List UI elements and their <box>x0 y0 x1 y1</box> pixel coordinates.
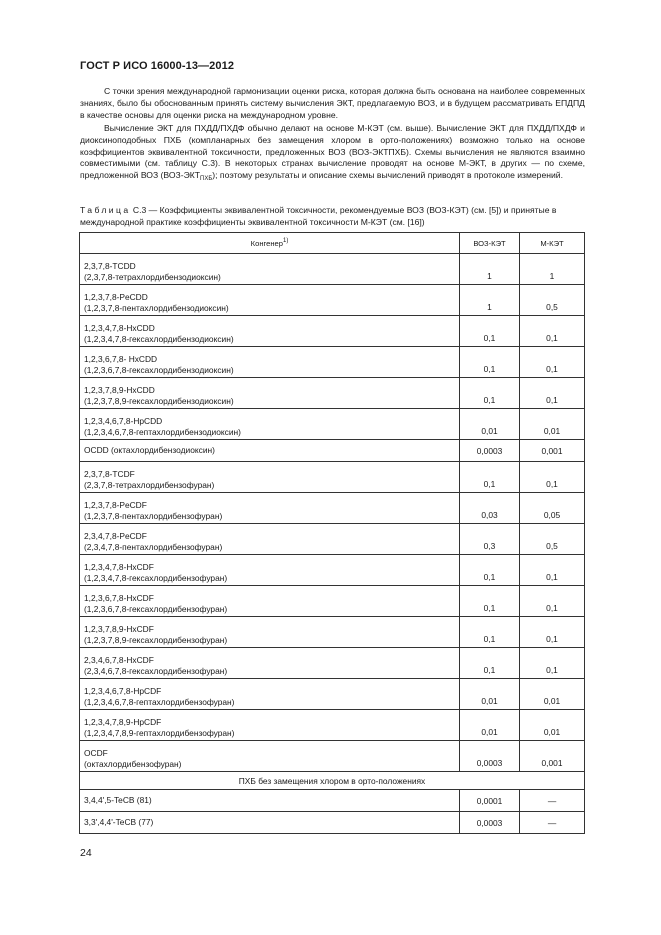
congener-cell <box>80 285 460 316</box>
congener-code: 2,3,4,6,7,8-HxCDF <box>84 655 154 665</box>
header-m-tef: М-КЭТ <box>520 233 585 254</box>
who-tef-value: 1 <box>460 254 520 285</box>
table-row <box>80 524 585 555</box>
table-row <box>80 741 585 772</box>
header-congener: Конгенер$^{1)}$ <box>80 233 460 254</box>
congener-chemical-name: (1,2,3,7,8,9-гексахлордибензофуран) <box>84 634 228 645</box>
who-tef-value: 0,0003 <box>460 440 520 462</box>
table-row <box>80 812 585 834</box>
paragraph-2 <box>80 123 585 182</box>
who-tef-value: 0,03 <box>460 493 520 524</box>
page-number: 24 <box>80 847 92 859</box>
table-row <box>80 347 585 378</box>
congener-code: 1,2,3,7,8,9-HxCDF <box>84 624 154 634</box>
who-tef-value: 0,01 <box>460 710 520 741</box>
m-tef-value: 0,1 <box>520 586 585 617</box>
congener-cell <box>80 378 460 409</box>
congener-code: 2,3,7,8-TCDD <box>84 261 136 271</box>
congener-chemical-name: (2,3,7,8-тетрахлордибензофуран) <box>84 479 215 490</box>
congener-chemical-name: (1,2,3,4,7,8-гексахлордибензофуран) <box>84 572 228 583</box>
congener-cell <box>80 347 460 378</box>
table-row <box>80 617 585 648</box>
congener-cell <box>80 316 460 347</box>
congener-chemical-name: (1,2,3,7,8,9-гексахлордибензодиоксин) <box>84 395 234 406</box>
congener-code: 1,2,3,7,8-PeCDD <box>84 292 148 302</box>
m-tef-value: 0,1 <box>520 462 585 493</box>
paragraph-1 <box>80 86 585 121</box>
paragraph-1-text: С точки зрения международной гармонизации оценки риска, которая должна быть основана на наиболее современных знаниях, было бы обоснованным принять систему вычисления ЭКТ, предлагаемую ВОЗ, и в будущем рассматривать ЕПДПД в качестве основы для оценки риска на международном уровне. <box>80 86 585 120</box>
tef-table <box>79 232 585 834</box>
section-title: ПХБ без замещения хлором в орто-положениях <box>80 772 585 790</box>
paragraph-2-end: ); поэтому результаты и описание схемы вычислений приводят в протоколе измерений. <box>212 170 563 181</box>
congener-cell <box>80 493 460 524</box>
congener-code: OCDD (октахлордибензодиоксин) <box>84 444 215 455</box>
table-row <box>80 790 585 812</box>
congener-cell <box>80 586 460 617</box>
table-row <box>80 555 585 586</box>
table-body <box>80 254 585 834</box>
table-row <box>80 586 585 617</box>
congener-chemical-name: (1,2,3,6,7,8-гексахлордибензодиоксин) <box>84 364 234 375</box>
who-tef-value: 0,1 <box>460 316 520 347</box>
who-tef-value: 0,0003 <box>460 812 520 834</box>
m-tef-value: 0,1 <box>520 347 585 378</box>
congener-cell <box>80 741 460 772</box>
congener-code: 1,2,3,4,7,8-HxCDD <box>84 323 155 333</box>
m-tef-value: — <box>520 790 585 812</box>
who-tef-value: 0,0003 <box>460 741 520 772</box>
congener-chemical-name: (1,2,3,6,7,8-гексахлордибензофуран) <box>84 603 228 614</box>
table-header-row <box>80 233 585 254</box>
m-tef-value: 0,1 <box>520 617 585 648</box>
paragraph-2-start: Вычисление ЭКТ для ПХДД/ПХДФ обычно делают на основе М-КЭТ (см. выше). Вычисление ЭКТ для ПХДД/ПХДФ и диоксиноподобных ПХБ (компланарных без замещения хлором в орто-положениях) возможно только на основе коэффициентов эквивалентной токсичности, предложенных ВОЗ (ВОЗ-ЭКТПХБ). Схемы вычисления не являются взаимно совместимыми (см. таблицу С.3). В некоторых странах вычисление проводят на основе М-ЭКТ, в других — по схеме, предложенной ВОЗ (ВОЗ-ЭКТ <box>80 123 585 181</box>
congener-chemical-name: (1,2,3,4,6,7,8-гептахлордибензодиоксин) <box>84 426 241 437</box>
m-tef-value: 0,1 <box>520 648 585 679</box>
m-tef-value: 0,01 <box>520 679 585 710</box>
header-who-tef: ВОЗ-КЭТ <box>460 233 520 254</box>
congener-cell <box>80 462 460 493</box>
table-row <box>80 409 585 440</box>
congener-code: 1,2,3,4,6,7,8-HpCDD <box>84 416 163 426</box>
table-row <box>80 679 585 710</box>
congener-code: 1,2,3,4,6,7,8-HpCDF <box>84 686 162 696</box>
congener-cell <box>80 617 460 648</box>
congener-cell <box>80 555 460 586</box>
congener-cell <box>80 254 460 285</box>
table-row <box>80 316 585 347</box>
who-tef-value: 0,1 <box>460 555 520 586</box>
m-tef-value: 0,01 <box>520 409 585 440</box>
who-tef-value: 0,01 <box>460 409 520 440</box>
section-row <box>80 772 585 790</box>
table-row <box>80 378 585 409</box>
paragraph-2-subscript: ПХБ <box>200 176 213 183</box>
congener-chemical-name: (1,2,3,4,6,7,8-гептахлордибензофуран) <box>84 696 235 707</box>
m-tef-value: — <box>520 812 585 834</box>
congener-code: 3,4,4',5-TeCB (81) <box>84 794 152 805</box>
who-tef-value: 0,1 <box>460 586 520 617</box>
congener-code: 1,2,3,7,8,9-HxCDD <box>84 385 155 395</box>
who-tef-value: 0,1 <box>460 347 520 378</box>
m-tef-value: 0,1 <box>520 316 585 347</box>
congener-code: OCDF <box>84 748 108 758</box>
who-tef-value: 0,1 <box>460 648 520 679</box>
congener-cell <box>80 790 460 812</box>
congener-code: 1,2,3,6,7,8- HxCDD <box>84 354 158 364</box>
congener-chemical-name: (2,3,7,8-тетрахлордибензодиоксин) <box>84 271 221 282</box>
table-row <box>80 710 585 741</box>
who-tef-value: 0,1 <box>460 462 520 493</box>
table-row <box>80 493 585 524</box>
congener-cell <box>80 710 460 741</box>
header-footnote-mark: 1) <box>282 237 289 244</box>
document-header: ГОСТ Р ИСО 16000-13—2012 <box>80 60 235 72</box>
congener-cell <box>80 679 460 710</box>
who-tef-value: 0,0001 <box>460 790 520 812</box>
m-tef-value: 0,001 <box>520 741 585 772</box>
table-row <box>80 254 585 285</box>
who-tef-value: 0,3 <box>460 524 520 555</box>
congener-code: 3,3',4,4'-TeCB (77) <box>84 816 154 827</box>
congener-code: 2,3,7,8-TCDF <box>84 469 135 479</box>
m-tef-value: 0,01 <box>520 710 585 741</box>
m-tef-value: 0,5 <box>520 524 585 555</box>
congener-chemical-name: (1,2,3,4,7,8,9-гептахлордибензофуран) <box>84 727 235 738</box>
congener-chemical-name: (октахлордибензофуран) <box>84 758 182 769</box>
congener-code: 1,2,3,6,7,8-HxCDF <box>84 593 154 603</box>
table-caption-label: Таблица <box>80 205 131 215</box>
congener-code: 1,2,3,4,7,8,9-HpCDF <box>84 717 162 727</box>
m-tef-value: 0,05 <box>520 493 585 524</box>
m-tef-value: 0,1 <box>520 378 585 409</box>
m-tef-value: 0,5 <box>520 285 585 316</box>
congener-cell <box>80 440 460 462</box>
m-tef-value: 1 <box>520 254 585 285</box>
congener-chemical-name: (1,2,3,4,7,8-гексахлордибензодиоксин) <box>84 333 234 344</box>
table-row <box>80 440 585 462</box>
table-row <box>80 285 585 316</box>
congener-chemical-name: (2,3,4,7,8-пентахлордибензофуран) <box>84 541 223 552</box>
table-caption <box>80 205 585 229</box>
congener-code: 1,2,3,7,8-PeCDF <box>84 500 147 510</box>
who-tef-value: 0,1 <box>460 617 520 648</box>
table-caption-text: С.3 — Коэффициенты эквивалентной токсичности, рекомендуемые ВОЗ (ВОЗ-КЭТ) (см. [5]) и принятые в международной практике коэффициенты эквивалентной токсичности М-КЭТ (см. [16]) <box>80 205 557 227</box>
table-row <box>80 648 585 679</box>
who-tef-value: 0,1 <box>460 378 520 409</box>
congener-cell <box>80 409 460 440</box>
congener-chemical-name: (1,2,3,7,8-пентахлордибензофуран) <box>84 510 223 521</box>
congener-cell <box>80 648 460 679</box>
congener-cell <box>80 524 460 555</box>
who-tef-value: 1 <box>460 285 520 316</box>
who-tef-value: 0,01 <box>460 679 520 710</box>
congener-cell <box>80 812 460 834</box>
congener-code: 1,2,3,4,7,8-HxCDF <box>84 562 154 572</box>
table-row <box>80 462 585 493</box>
congener-code: 2,3,4,7,8-PeCDF <box>84 531 147 541</box>
congener-chemical-name: (1,2,3,7,8-пентахлордибензодиоксин) <box>84 302 229 313</box>
congener-chemical-name: (2,3,4,6,7,8-гексахлордибензофуран) <box>84 665 228 676</box>
m-tef-value: 0,001 <box>520 440 585 462</box>
paragraph-2-text <box>80 123 585 182</box>
m-tef-value: 0,1 <box>520 555 585 586</box>
